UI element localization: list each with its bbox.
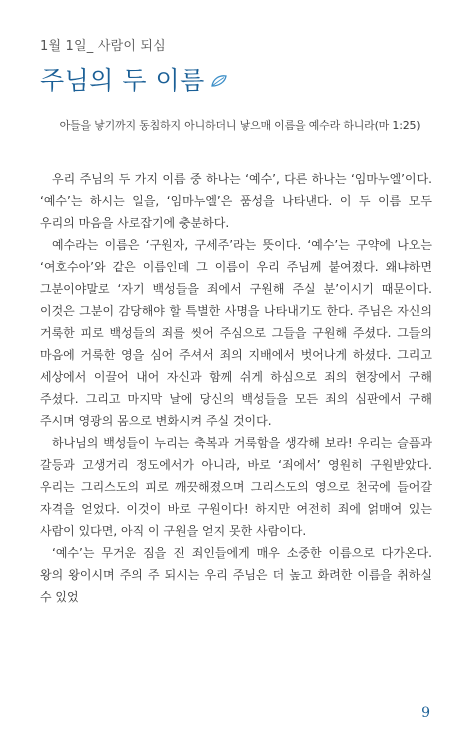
- leaf-icon: [210, 74, 228, 88]
- devotional-body: [40, 168, 432, 608]
- date-subtitle: 1월 1일_ 사람이 되심: [40, 39, 166, 54]
- scripture-verse: 아들을 낳기까지 동침하지 아니하더니 낳으매 이름을 예수라 하니라(마 1:25): [59, 119, 421, 132]
- page-header: [40, 38, 430, 99]
- paragraph: 예수라는 이름은 ‘구원자, 구세주’라는 뜻이다. ‘예수’는 구약에 나오는 ‘여호수아’와 같은 이름인데 그 이름이 우리 주님께 붙여졌다. 왜냐하면 그분이야말로 ‘자기 백성들을 죄에서 구원해 주실 분’이시기 때문이다. 이것은 그분이 감당해야 할 특별한 사명을 나타내기도 한다. 주님은 자신의 거룩한 피로 백성들의 죄를 씻어 주심으로 그들을 구원해 주셨다. 그들의 마음에 거룩한 영을 심어 주셔서 죄의 지배에서 벗어나게 하셨다. 그리고 세상에서 이끌어 내어 자신과 함께 쉬게 하심으로 죄의 현장에서 구해 주셨다. 그리고 마지막 날에 당신의 백성들을 모든 죄의 심판에서 구해 주시며 영광의 몸으로 변화시켜 주실 것이다.: [40, 238, 432, 428]
- paragraph: 우리 주님의 두 가지 이름 중 하나는 ‘예수’, 다른 하나는 ‘임마누엘’이다. ‘예수’는 하시는 일을, ‘임마누엘’은 품성을 나타낸다. 이 두 이름 모두 우리의 마음을 사로잡기에 충분하다.: [40, 172, 432, 230]
- title-row: [40, 63, 430, 99]
- page-title: 주님의 두 이름: [40, 66, 205, 95]
- page-number: 9: [421, 705, 430, 721]
- paragraph: ‘예수’는 무거운 짐을 진 죄인들에게 매우 소중한 이름으로 다가온다. 왕의 왕이시며 주의 주 되시는 우리 주님은 더 높고 화려한 이름을 취하실 수 있었: [40, 546, 432, 604]
- paragraph: 하나님의 백성들이 누리는 축복과 거룩함을 생각해 보라! 우리는 슬픔과 갈등과 고생거리 정도에서가 아니라, 바로 ‘죄에서’ 영원히 구원받았다. 우리는 그리스도의 피로 깨끗해졌으며 그리스도의 영으로 천국에 들어갈 자격을 얻었다. 이것이 바로 구원이다! 하지만 여전히 죄에 얽매여 있는 사람이 있다면, 아직 이 구원을 얻지 못한 사람이다.: [40, 436, 432, 538]
